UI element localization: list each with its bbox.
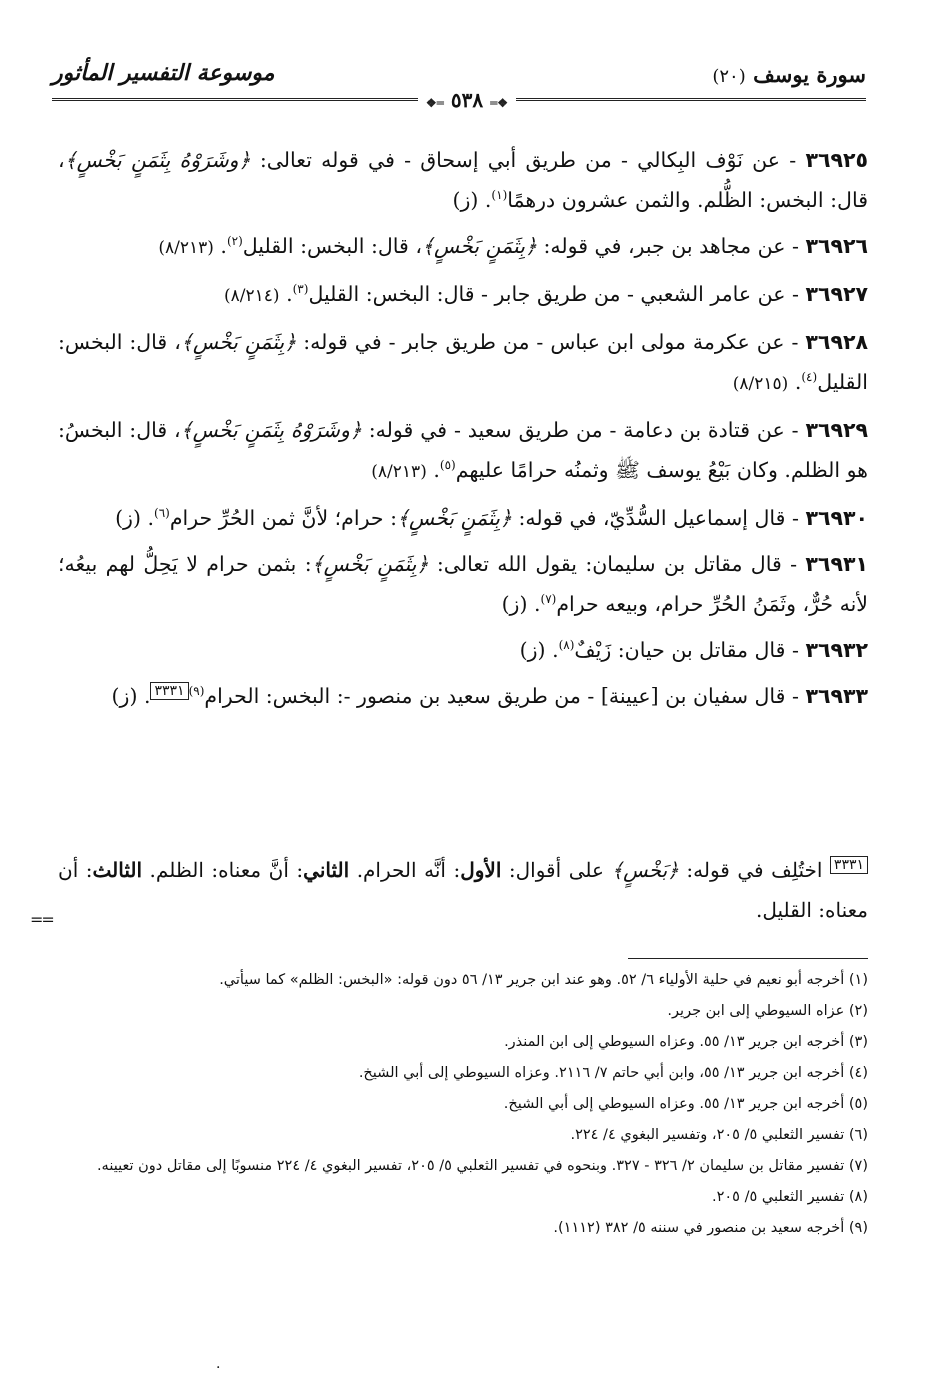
book-title: موسوعة التفسير المأثور [52, 60, 275, 86]
footnote: (٣) أخرجه ابن جرير ١٣/ ٥٥. وعزاه السيوطي إلى ابن المنذر. [504, 1034, 868, 1050]
volume-page-ref: (٨/٢١٣) [158, 238, 214, 258]
main-text [58, 140, 868, 722]
sura-verse-number: (٢٠) [712, 66, 746, 87]
entry-source: . (ز) [111, 684, 151, 708]
footnote-marker[interactable]: (٢) [226, 234, 243, 249]
entry-source: . (ز) [501, 592, 541, 616]
entry-text: ، قال: البخس: القليل [58, 330, 868, 394]
continuation-mark: == [30, 910, 53, 929]
entry-text: - عن قتادة بن دعامة - من طريق سعيد - في قوله: [361, 418, 799, 442]
footnote-marker[interactable]: (٨) [558, 638, 575, 653]
bottom-dot: · [216, 1360, 221, 1376]
quran-quote: ﴿بَخْسٍ﴾ [611, 858, 679, 882]
note-text: على أقوال: [501, 858, 612, 882]
entry-source: . [213, 234, 227, 258]
entry-text: - عن عكرمة مولى ابن عباس - من طريق جابر - في قوله: [296, 330, 799, 354]
footnote-marker[interactable]: (٣) [292, 282, 309, 297]
ornament-left-icon: ❖═ [425, 96, 444, 110]
entry-text: ، قال: البخس: القليل [242, 234, 422, 258]
note-text: : أن معناه: القليل. [58, 858, 868, 922]
quran-quote: ﴿بِثَمَنٍ بَخْسٍ﴾ [180, 330, 297, 354]
footnote: (٧) تفسير مقاتل بن سليمان ٢/ ٣٢٦ - ٣٢٧. وبنحوه في تفسير الثعلبي ٥/ ٢٠٥، تفسير البغوي ٤/ ٢٢٤ منسوبًا إلى مقاتل دون تعيينه. [96, 1158, 868, 1174]
entry-source: . (ز) [115, 506, 154, 530]
entry-number: ٣٦٩٣١ [805, 552, 868, 576]
quran-quote: ﴿بِثَمَنٍ بَخْسٍ﴾ [396, 506, 512, 530]
quran-quote: ﴿وشَرَوْهُ بِثَمَنٍ بَخْسٍ﴾ [180, 418, 362, 442]
entry [58, 226, 868, 268]
entry-text: - عن نَوْف البِكالي - من طريق أبي إسحاق - في قوله تعالى: [250, 148, 797, 172]
quran-quote: ﴿بِثَمَنٍ بَخْسٍ﴾ [311, 552, 429, 576]
entry-text: : بثمن حرام لا يَحِلُّ لهم بيعُه؛ لأنه حُرٌّ، وثَمَنُ الحُرِّ حرام، وبيعه حرام [58, 552, 868, 616]
footnote-marker[interactable]: (١) [491, 188, 508, 203]
note-text: : أنَّ معناه: الظلم. [142, 858, 304, 882]
ornament-right-icon: ═❖ [490, 96, 509, 110]
entry-number: ٣٦٩٢٩ [805, 418, 868, 442]
commentary-number-box: ٣٣٣١ [830, 856, 868, 874]
entry-text: ، قال: البخسُ: هو الظلم. وكان بَيْعُ يوسف ﷺ وثمنُه حرامًا عليهم [58, 418, 868, 482]
volume-page-ref: (٨/٢١٤) [224, 286, 280, 306]
entry-source: . [426, 458, 440, 482]
note-label-third: الثالث [92, 858, 143, 882]
footnote-marker[interactable]: (٩) [188, 684, 205, 699]
entry-number: ٣٦٩٢٧ [805, 282, 868, 306]
volume-page-ref: (٨/٢١٣) [371, 462, 427, 482]
entry-number: ٣٦٩٢٨ [805, 330, 868, 354]
sura-name: سورة يوسف [753, 62, 866, 87]
entry-text: ، قال: البخس: الظُّلم. والثمن عشرون درهمًا [58, 148, 868, 212]
footnote-marker[interactable]: (٦) [154, 506, 170, 521]
entry-text: - قال إسماعيل السُّدِّيّ، في قوله: [511, 506, 799, 530]
entry [58, 544, 868, 624]
entry-number: ٣٦٩٣٠ [805, 506, 868, 530]
entry-text: - قال سفيان بن [عيينة] - من طريق سعيد بن منصور -: البخس: الحرام [204, 684, 799, 708]
page-number: ٥٣٨ [450, 88, 484, 112]
note-label-second: الثاني [303, 858, 350, 882]
quran-quote: ﴿وشَرَوْهُ بِثَمَنٍ بَخْسٍ﴾ [64, 148, 251, 172]
sura-title [712, 62, 866, 87]
entry-text: - قال مقاتل بن حيان: زَيْفٌ [574, 638, 799, 662]
volume-page-ref: (٨/٢١٥) [732, 374, 789, 394]
footnotes [58, 965, 868, 1244]
entry-number: ٣٦٩٢٥ [805, 148, 868, 172]
footnote-marker[interactable]: (٤) [801, 370, 818, 385]
commentary-ref-box[interactable]: ٣٣٣١ [150, 682, 188, 700]
footnote: (٩) أخرجه سعيد بن منصور في سننه ٥/ ٣٨٢ (١١١٢). [553, 1220, 868, 1236]
footnote: (٥) أخرجه ابن جرير ١٣/ ٥٥. وعزاه السيوطي إلى أبي الشيخ. [503, 1096, 868, 1112]
entry-text: - عن مجاهد بن جبر، في قوله: [536, 234, 799, 258]
entry [58, 676, 868, 716]
footnote: (٤) أخرجه ابن جرير ١٣/ ٥٥، وابن أبي حاتم ٧/ ٢١١٦. وعزاه السيوطي إلى أبي الشيخ. [358, 1065, 868, 1081]
footnote: (٦) تفسير الثعلبي ٥/ ٢٠٥، وتفسير البغوي ٤/ ٢٢٤. [570, 1127, 868, 1143]
footnote: (١) أخرجه أبو نعيم في حلية الأولياء ٦/ ٥٢. وهو عند ابن جرير ١٣/ ٥٦ دون قوله: «البخس: الظلم» كما سيأتي. [219, 972, 868, 988]
footnote: (٨) تفسير الثعلبي ٥/ ٢٠٥. [712, 1189, 868, 1205]
page-number-block [0, 88, 934, 112]
entry-source: . [788, 370, 802, 394]
footnote-marker[interactable]: (٥) [439, 458, 456, 473]
footnote-rule [628, 958, 868, 959]
note-text: اختُلِف في قوله: [678, 858, 830, 882]
quran-quote: ﴿بِثَمَنٍ بَخْسٍ﴾ [422, 234, 537, 258]
footnote-marker[interactable]: (٧) [540, 592, 557, 607]
commentary-note [58, 850, 868, 930]
entry [58, 498, 868, 538]
entry-text: : حرام؛ لأنَّ ثمن الحُرِّ حرام [169, 506, 397, 530]
entry-text: - عن عامر الشعبي - من طريق جابر - قال: البخس: القليل [308, 282, 799, 306]
entry-number: ٣٦٩٣٣ [805, 684, 868, 708]
entry-source: . [279, 282, 293, 306]
entry-text: - قال مقاتل بن سليمان: يقول الله تعالى: [428, 552, 798, 576]
note-text: : أنَّه الحرام. [349, 858, 461, 882]
entry [58, 630, 868, 670]
entry-number: ٣٦٩٣٢ [805, 638, 868, 662]
entry [58, 322, 868, 404]
entry-number: ٣٦٩٢٦ [805, 234, 868, 258]
entry [58, 410, 868, 492]
entry-source: . (ز) [519, 638, 559, 662]
entry [58, 274, 868, 316]
entry-source: . (ز) [452, 188, 492, 212]
footnote: (٢) عزاه السيوطي إلى ابن جرير. [667, 1003, 868, 1019]
note-label-first: الأول [460, 858, 502, 882]
entry [58, 140, 868, 220]
